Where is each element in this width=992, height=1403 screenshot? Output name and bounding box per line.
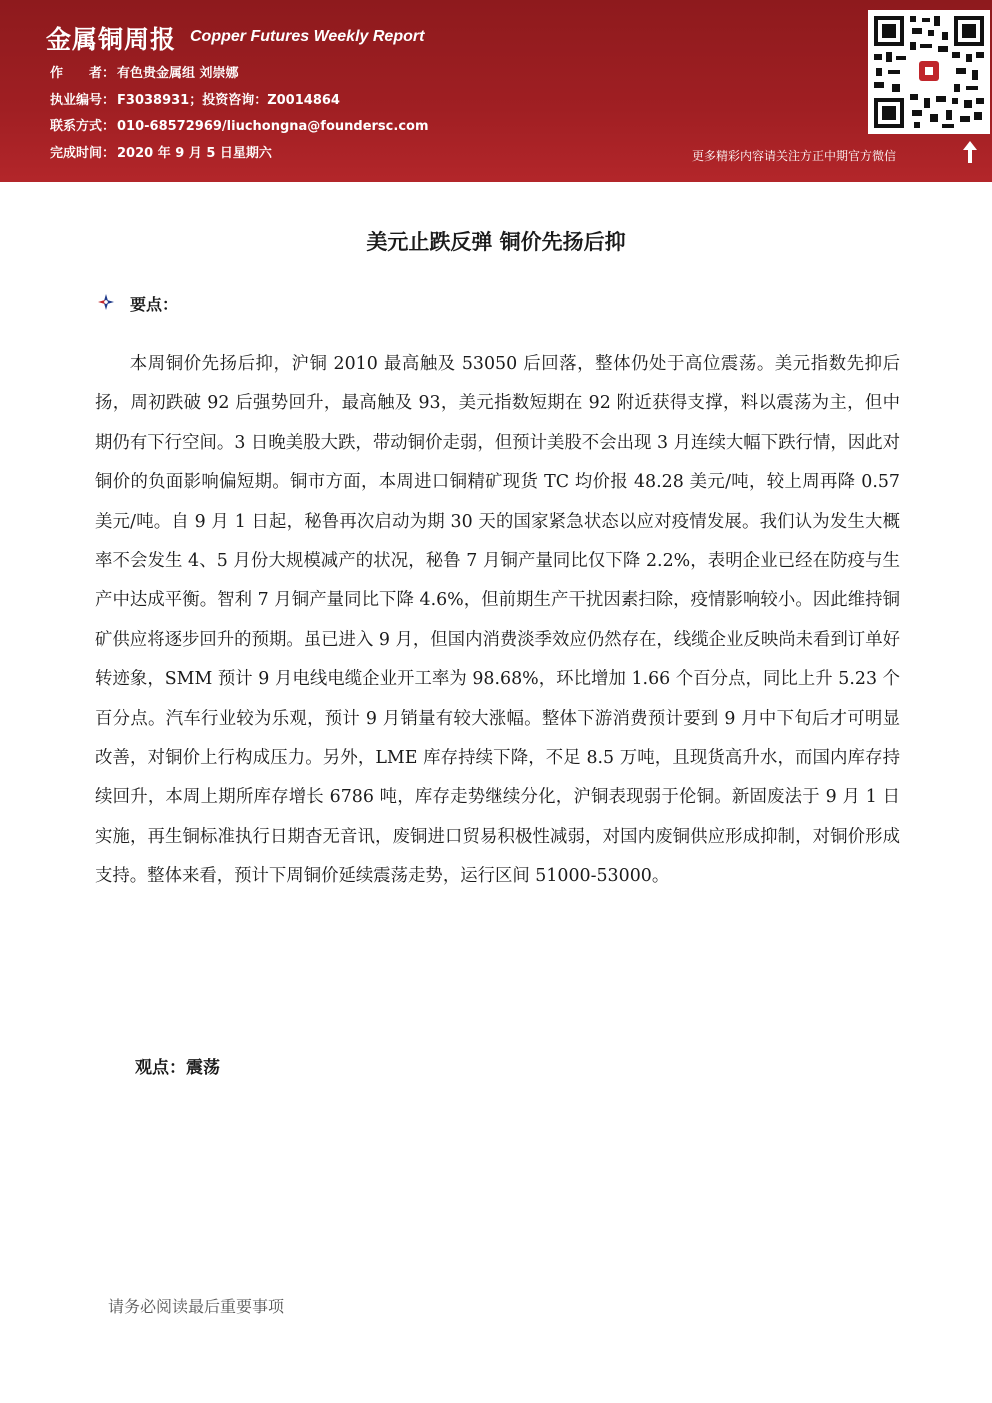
report-header bbox=[0, 0, 992, 182]
contact-value[interactable]: 010-68572969/liuchongna@foundersc.com bbox=[117, 119, 429, 134]
author-line bbox=[50, 66, 239, 82]
brand-title-en: Copper Futures Weekly Report bbox=[190, 28, 425, 45]
view-value: 震荡 bbox=[186, 1058, 220, 1078]
report-body-paragraph: 本周铜价先扬后抑，沪铜 2010 最高触及 53050 后回落，整体仍处于高位震荡。美元指数先抑后扬，周初跌破 92 后强势回升，最高触及 93，美元指数短期在 92 附近获得支撑，料以震荡为主，但中期仍有下行空间。3 日晚美股大跌，带动铜价走弱，但预计美股不会出现 3 月连续大幅下跌行情，因此对铜价的负面影响偏短期。铜市方面，本周进口铜精矿现货 TC 均价报 48.28 美元/吨，较上周再降 0.57 美元/吨。自 9 月 1 日起，秘鲁再次启动为期 30 天的国家紧急状态以应对疫情发展。我们认为发生大概率不会发生 4、5 月份大规模减产的状况，秘鲁 7 月铜产量同比仅下降 2.2%，表明企业已经在防疫与生产中达成平衡。智利 7 月铜产量同比下降 4.6%，但前期生产干扰因素扫除，疫情影响较小。因此维持铜矿供应将逐步回升的预期。虽已进入 9 月，但国内消费淡季效应仍然存在，线缆企业反映尚未看到订单好转迹象，SMM 预计 9 月电线电缆企业开工率为 98.68%，环比增加 1.66 个百分点，同比上升 5.23 个百分点。汽车行业较为乐观，预计 9 月销量有较大涨幅。整体下游消费预计要到 9 月中下旬后才可明显改善，对铜价上行构成压力。另外，LME 库存持续下降，不足 8.5 万吨，且现货高升水，而国内库存持续回升，本周上期所库存增长 6786 吨，库存走势继续分化，沪铜表现弱于伦铜。新固废法于 9 月 1 日实施，再生铜标准执行日期杳无音讯，废铜进口贸易积极性减弱，对国内废铜供应形成抑制，对铜价形成支持。整体来看，预计下周铜价延续震荡走势，运行区间 51000-53000。 bbox=[95, 354, 900, 887]
wechat-follow-note: 更多精彩内容请关注方正中期官方微信 bbox=[692, 149, 897, 163]
license-label: 执业编号： bbox=[50, 93, 116, 108]
contact-label: 联系方式： bbox=[50, 119, 116, 134]
date-line bbox=[50, 146, 272, 162]
brand-title-cn: 金属铜周报 bbox=[46, 25, 177, 54]
report-title: 美元止跌反弹 铜价先扬后抑 bbox=[366, 230, 626, 254]
license-line bbox=[50, 93, 340, 109]
section-bullet-icon bbox=[96, 292, 116, 312]
license-value: F3038931；投资咨询：Z0014864 bbox=[117, 93, 340, 108]
contact-line bbox=[50, 119, 429, 135]
author-value: 有色贵金属组 刘崇娜 bbox=[117, 66, 239, 81]
up-arrow-icon[interactable] bbox=[962, 140, 978, 164]
qr-code-icon[interactable] bbox=[868, 10, 990, 134]
view-line bbox=[135, 1053, 220, 1078]
date-value: 2020 年 9 月 5 日星期六 bbox=[117, 146, 272, 161]
author-label: 作 者： bbox=[50, 66, 116, 81]
footer-disclaimer-note: 请务必阅读最后重要事项 bbox=[108, 1297, 285, 1316]
view-label: 观点： bbox=[135, 1058, 186, 1078]
section-label-keypoints: 要点： bbox=[130, 295, 179, 314]
date-label: 完成时间： bbox=[50, 146, 116, 161]
